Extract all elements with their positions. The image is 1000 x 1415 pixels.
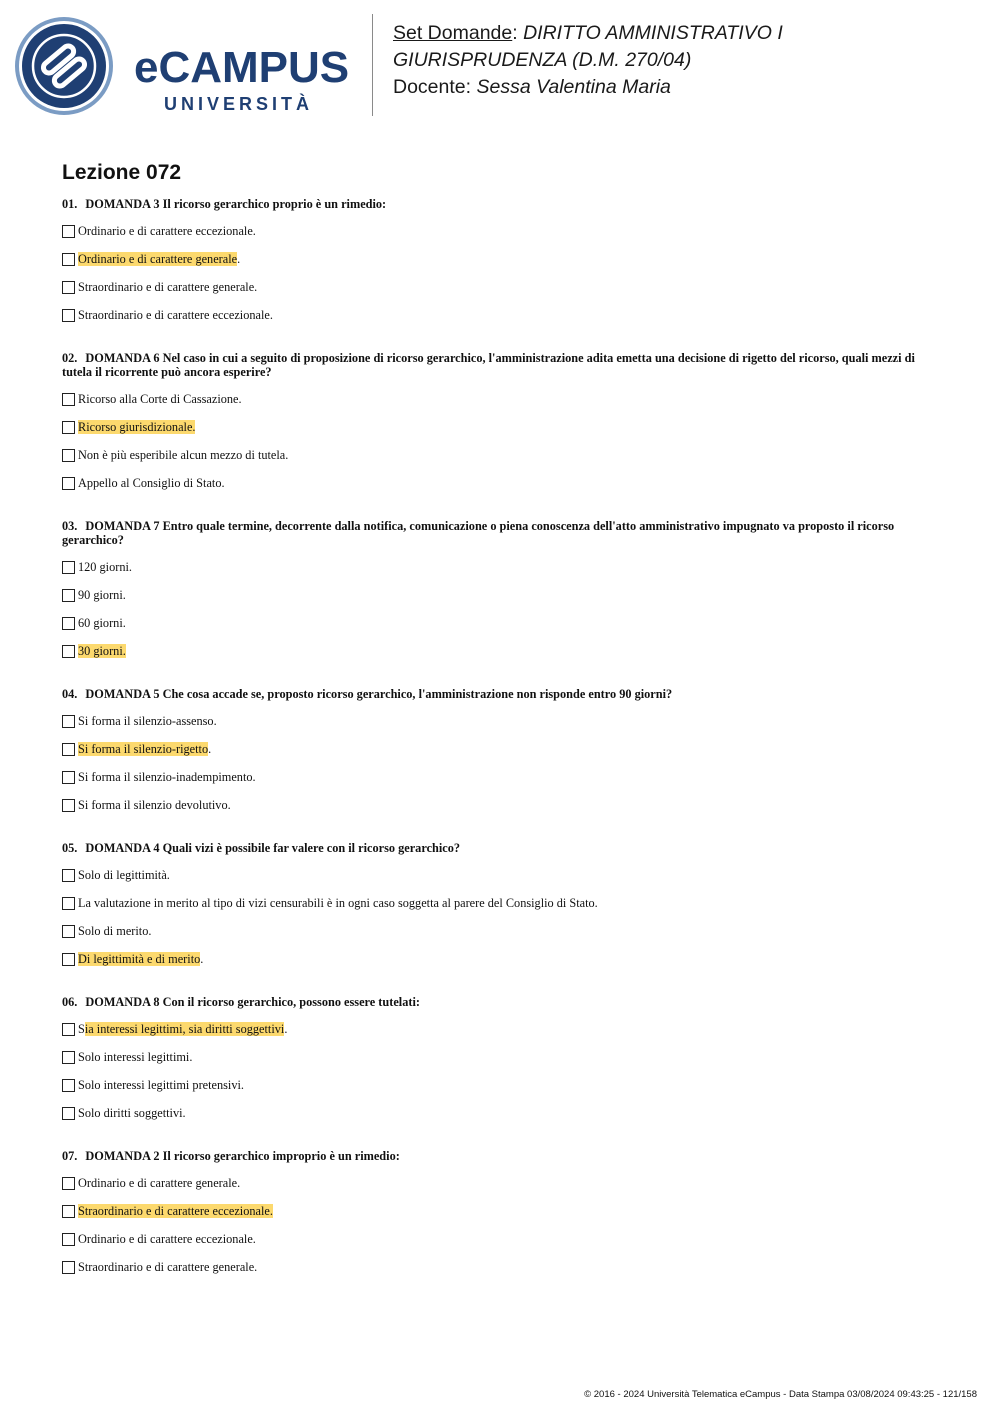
checkbox-icon[interactable] [62, 561, 75, 574]
answer-option[interactable] [62, 469, 938, 497]
option-text: Ordinario e di carattere eccezionale. [78, 223, 256, 238]
teacher-label: Docente [393, 76, 466, 98]
question-number: 03. [62, 519, 78, 533]
checkbox-icon[interactable] [62, 421, 75, 434]
correct-answer-highlight: Straordinario e di carattere eccezionale. [78, 1203, 273, 1218]
question-text [62, 519, 938, 547]
option-label [78, 924, 151, 939]
option-text: La valutazione in merito al tipo di vizi censurabili è in ogni caso soggetta al parere del Consiglio di Stato. [78, 895, 598, 910]
option-text: . [237, 251, 241, 266]
option-text: Solo diritti soggettivi. [78, 1105, 186, 1120]
option-text: Ordinario e di carattere eccezionale. [78, 1231, 256, 1246]
question-text [62, 197, 938, 211]
answer-option[interactable] [62, 413, 938, 441]
answer-option[interactable] [62, 245, 938, 273]
question-number: 07. [62, 1149, 78, 1163]
checkbox-icon[interactable] [62, 925, 75, 938]
option-text: S [78, 1021, 85, 1036]
question-label: DOMANDA 5 Che cosa accade se, proposto ricorso gerarchico, l'amministrazione non risponde entro 90 giorni? [85, 687, 673, 701]
question-label: DOMANDA 3 Il ricorso gerarchico proprio è un rimedio: [85, 197, 387, 211]
option-text: Si forma il silenzio-inadempimento. [78, 769, 256, 784]
option-label [78, 448, 288, 463]
page-footer: © 2016 - 2024 Università Telematica eCampus - Data Stampa 03/08/2024 09:43:25 - 121/158 [584, 1389, 977, 1400]
set-line: Set Domande: DIRITTO AMMINISTRATIVO I [393, 22, 783, 44]
question-label: DOMANDA 2 Il ricorso gerarchico improprio è un rimedio: [85, 1149, 400, 1163]
option-text: Ordinario e di carattere generale. [78, 1175, 241, 1190]
option-label [78, 280, 257, 295]
checkbox-icon[interactable] [62, 953, 75, 966]
question-block [62, 1149, 938, 1281]
question-number: 05. [62, 841, 78, 855]
option-text: Solo interessi legittimi pretensivi. [78, 1077, 244, 1092]
checkbox-icon[interactable] [62, 715, 75, 728]
svg-text:eCAMPUS: eCAMPUS [134, 43, 350, 92]
option-label [78, 1260, 257, 1275]
option-text: Solo interessi legittimi. [78, 1049, 193, 1064]
option-label [78, 1232, 256, 1247]
option-text: Ricorso alla Corte di Cassazione. [78, 391, 242, 406]
checkbox-icon[interactable] [62, 309, 75, 322]
option-label [78, 1106, 186, 1121]
answer-option[interactable] [62, 945, 938, 973]
answer-option[interactable] [62, 385, 938, 413]
option-label [78, 742, 211, 757]
option-text: 90 giorni. [78, 587, 126, 602]
checkbox-icon[interactable] [62, 897, 75, 910]
logo-emblem-icon [15, 17, 113, 115]
checkbox-icon[interactable] [62, 1177, 75, 1190]
answer-option[interactable] [62, 1253, 938, 1281]
question-text [62, 841, 938, 855]
question-list [62, 197, 938, 1303]
question-number: 01. [62, 197, 78, 211]
answer-option[interactable] [62, 1225, 938, 1253]
question-number: 02. [62, 351, 78, 365]
answer-option[interactable] [62, 1197, 938, 1225]
option-label [78, 476, 225, 491]
answer-option[interactable] [62, 217, 938, 245]
answer-option[interactable] [62, 1015, 938, 1043]
option-label [78, 868, 170, 883]
answer-option[interactable] [62, 1169, 938, 1197]
set-label: Set Domande [393, 22, 513, 44]
answer-option[interactable] [62, 1043, 938, 1071]
teacher-line: Docente: Sessa Valentina Maria [393, 76, 671, 98]
option-text: Solo di legittimità. [78, 867, 170, 882]
option-text: Appello al Consiglio di Stato. [78, 475, 225, 490]
teacher-value: Sessa Valentina Maria [476, 76, 671, 98]
checkbox-icon[interactable] [62, 1107, 75, 1120]
option-label [78, 896, 598, 911]
answer-option[interactable] [62, 609, 938, 637]
question-label: DOMANDA 6 Nel caso in cui a seguito di proposizione di ricorso gerarchico, l'amministrazione adita emetta una decisione di rigetto del ricorso, quali mezzi di tutela il ricorrente può ancora esperire? [62, 351, 915, 379]
option-label [78, 1050, 192, 1065]
option-label [78, 1022, 287, 1037]
answer-option[interactable] [62, 707, 938, 735]
checkbox-icon[interactable] [62, 743, 75, 756]
checkbox-icon[interactable] [62, 1233, 75, 1246]
question-block [62, 351, 938, 497]
option-label [78, 644, 126, 659]
option-label [78, 588, 126, 603]
option-text: Non è più esperibile alcun mezzo di tutela. [78, 447, 289, 462]
correct-answer-highlight: Di legittimità e di merito [78, 951, 201, 966]
question-label: DOMANDA 4 Quali vizi è possibile far valere con il ricorso gerarchico? [85, 841, 461, 855]
answer-option[interactable] [62, 273, 938, 301]
checkbox-icon[interactable] [62, 1205, 75, 1218]
correct-answer-highlight: 30 giorni. [78, 643, 126, 658]
option-text: 120 giorni. [78, 559, 132, 574]
checkbox-icon[interactable] [62, 1051, 75, 1064]
checkbox-icon[interactable] [62, 225, 75, 238]
question-text [62, 351, 938, 379]
question-number: 04. [62, 687, 78, 701]
question-number: 06. [62, 995, 78, 1009]
option-label [78, 392, 242, 407]
question-block [62, 687, 938, 819]
option-text: Si forma il silenzio-assenso. [78, 713, 217, 728]
option-label [78, 770, 256, 785]
option-label [78, 616, 126, 631]
option-label [78, 420, 195, 435]
option-label [78, 1176, 240, 1191]
lesson-title: Lezione 072 [62, 161, 182, 184]
correct-answer-highlight: Ordinario e di carattere generale [78, 251, 238, 266]
option-text: Straordinario e di carattere generale. [78, 279, 258, 294]
option-text: Si forma il silenzio devolutivo. [78, 797, 231, 812]
answer-option[interactable] [62, 301, 938, 329]
checkbox-icon[interactable] [62, 589, 75, 602]
answer-option[interactable] [62, 917, 938, 945]
ecampus-logo [14, 14, 359, 118]
set-value: DIRITTO AMMINISTRATIVO I [523, 22, 783, 44]
correct-answer-highlight: Ricorso giurisdizionale. [78, 419, 196, 434]
checkbox-icon[interactable] [62, 869, 75, 882]
option-text: Straordinario e di carattere eccezionale. [78, 307, 273, 322]
answer-option[interactable] [62, 791, 938, 819]
checkbox-icon[interactable] [62, 1261, 75, 1274]
option-label [78, 798, 231, 813]
option-label [78, 560, 132, 575]
option-label [78, 1078, 244, 1093]
correct-answer-highlight: Si forma il silenzio-rigetto [78, 741, 209, 756]
option-label [78, 1204, 273, 1219]
option-text: . [200, 951, 204, 966]
answer-option[interactable] [62, 861, 938, 889]
question-block [62, 197, 938, 329]
question-label: DOMANDA 7 Entro quale termine, decorrente dalla notifica, comunicazione o piena conoscenza dell'atto amministrativo impugnato va proposto il ricorso gerarchico? [62, 519, 895, 547]
checkbox-icon[interactable] [62, 1023, 75, 1036]
answer-option[interactable] [62, 763, 938, 791]
option-text: 60 giorni. [78, 615, 126, 630]
question-block [62, 841, 938, 973]
svg-text:UNIVERSITÀ: UNIVERSITÀ [164, 94, 314, 114]
checkbox-icon[interactable] [62, 799, 75, 812]
answer-option[interactable] [62, 735, 938, 763]
option-text: Straordinario e di carattere generale. [78, 1259, 258, 1274]
checkbox-icon[interactable] [62, 281, 75, 294]
checkbox-icon[interactable] [62, 393, 75, 406]
page-header [0, 0, 1000, 130]
course-info [393, 20, 973, 101]
checkbox-icon[interactable] [62, 253, 75, 266]
answer-option[interactable] [62, 553, 938, 581]
option-label [78, 714, 217, 729]
option-text: Solo di merito. [78, 923, 152, 938]
option-text: . [284, 1021, 288, 1036]
answer-option[interactable] [62, 581, 938, 609]
option-text: . [208, 741, 212, 756]
checkbox-icon[interactable] [62, 1079, 75, 1092]
answer-option[interactable] [62, 637, 938, 665]
checkbox-icon[interactable] [62, 771, 75, 784]
question-text [62, 687, 938, 701]
answer-option[interactable] [62, 1071, 938, 1099]
answer-option[interactable] [62, 1099, 938, 1127]
answer-option[interactable] [62, 889, 938, 917]
option-label [78, 952, 203, 967]
question-block [62, 519, 938, 665]
option-label [78, 252, 240, 267]
checkbox-icon[interactable] [62, 645, 75, 658]
question-text [62, 1149, 938, 1163]
correct-answer-highlight: ia interessi legittimi, sia diritti soggettivi [84, 1021, 285, 1036]
option-label [78, 224, 256, 239]
checkbox-icon[interactable] [62, 617, 75, 630]
header-divider [372, 14, 373, 116]
answer-option[interactable] [62, 441, 938, 469]
option-label [78, 308, 273, 323]
checkbox-icon[interactable] [62, 449, 75, 462]
set-value-line2: GIURISPRUDENZA (D.M. 270/04) [393, 49, 692, 71]
question-text [62, 995, 938, 1009]
question-label: DOMANDA 8 Con il ricorso gerarchico, possono essere tutelati: [85, 995, 420, 1009]
checkbox-icon[interactable] [62, 477, 75, 490]
question-block [62, 995, 938, 1127]
